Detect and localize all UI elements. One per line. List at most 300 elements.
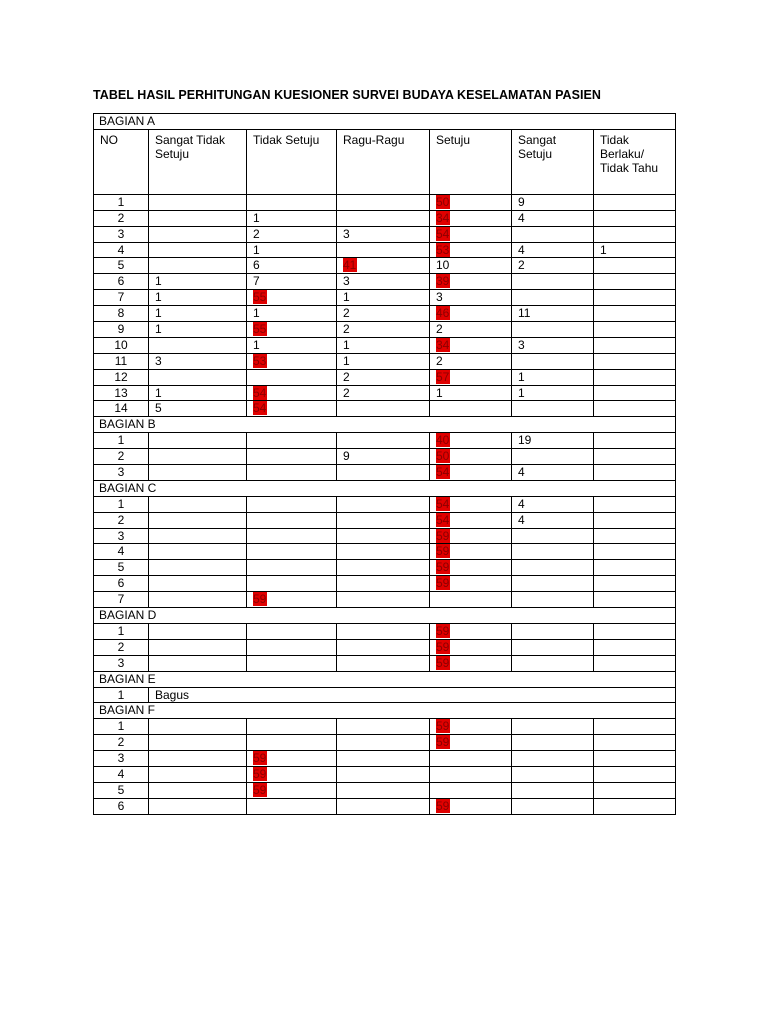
- cell-ragu-ragu: 1: [337, 290, 430, 306]
- table-row: [94, 290, 676, 306]
- cell-setuju: 2: [430, 322, 512, 338]
- table-row: [94, 274, 676, 290]
- cell-ragu-ragu: [337, 433, 430, 449]
- table-row: [94, 560, 676, 576]
- cell-sangat-tidak-setuju: 1: [149, 385, 247, 401]
- cell-sangat-tidak-setuju: [149, 735, 247, 751]
- table-row: [94, 766, 676, 782]
- cell-sangat-setuju: [512, 719, 594, 735]
- table-row: [94, 433, 676, 449]
- cell-tidak-berlaku: [594, 496, 676, 512]
- cell-sangat-setuju: [512, 655, 594, 671]
- cell-sangat-tidak-setuju: [149, 242, 247, 258]
- table-row: [94, 719, 676, 735]
- cell-setuju: [430, 401, 512, 417]
- cell-sangat-tidak-setuju: [149, 528, 247, 544]
- cell-tidak-setuju: [247, 385, 337, 401]
- header-tidak-setuju: Tidak Setuju: [247, 129, 337, 194]
- row-number: 1: [94, 194, 149, 210]
- highlighted-value: 41: [343, 258, 357, 273]
- cell-setuju: [430, 528, 512, 544]
- cell-tidak-setuju: [247, 369, 337, 385]
- cell-sangat-tidak-setuju: [149, 337, 247, 353]
- cell-tidak-berlaku: [594, 560, 676, 576]
- cell-tidak-berlaku: [594, 337, 676, 353]
- section-label: BAGIAN C: [94, 480, 676, 496]
- cell-setuju: [430, 210, 512, 226]
- cell-tidak-berlaku: [594, 401, 676, 417]
- cell-tidak-setuju: 1: [247, 210, 337, 226]
- cell-sangat-setuju: [512, 560, 594, 576]
- row-number: 11: [94, 353, 149, 369]
- cell-setuju: 3: [430, 290, 512, 306]
- table-row: [94, 401, 676, 417]
- cell-tidak-setuju: 7: [247, 274, 337, 290]
- highlighted-value: 59: [253, 751, 267, 766]
- row-number: 2: [94, 210, 149, 226]
- cell-sangat-setuju: [512, 623, 594, 639]
- cell-sangat-setuju: [512, 226, 594, 242]
- row-number: 3: [94, 528, 149, 544]
- cell-setuju: [430, 544, 512, 560]
- cell-ragu-ragu: [337, 544, 430, 560]
- cell-ragu-ragu: 1: [337, 337, 430, 353]
- cell-tidak-setuju: [247, 766, 337, 782]
- cell-tidak-berlaku: [594, 735, 676, 751]
- cell-sangat-tidak-setuju: [149, 496, 247, 512]
- cell-ragu-ragu: [337, 798, 430, 814]
- row-number: 3: [94, 465, 149, 481]
- cell-sangat-setuju: [512, 322, 594, 338]
- cell-tidak-setuju: [247, 623, 337, 639]
- cell-sangat-tidak-setuju: 3: [149, 353, 247, 369]
- highlighted-value: 34: [436, 337, 450, 352]
- cell-setuju: [430, 576, 512, 592]
- highlighted-value: 39: [436, 274, 450, 289]
- cell-setuju: [430, 449, 512, 465]
- cell-tidak-berlaku: [594, 766, 676, 782]
- cell-tidak-setuju: 1: [247, 306, 337, 322]
- cell-sangat-tidak-setuju: 1: [149, 290, 247, 306]
- document-title: TABEL HASIL PERHITUNGAN KUESIONER SURVEI BUDAYA KESELAMATAN PASIEN: [93, 88, 601, 102]
- cell-ragu-ragu: 2: [337, 306, 430, 322]
- cell-tidak-berlaku: [594, 210, 676, 226]
- table-row: [94, 322, 676, 338]
- cell-ragu-ragu: [337, 751, 430, 767]
- cell-setuju: [430, 639, 512, 655]
- cell-sangat-tidak-setuju: 5: [149, 401, 247, 417]
- cell-ragu-ragu: [337, 210, 430, 226]
- cell-tidak-setuju: 1: [247, 337, 337, 353]
- highlighted-value: 54: [253, 385, 267, 400]
- cell-tidak-berlaku: [594, 353, 676, 369]
- cell-ragu-ragu: [337, 528, 430, 544]
- cell-tidak-setuju: [247, 194, 337, 210]
- cell-ragu-ragu: [337, 560, 430, 576]
- cell-sangat-tidak-setuju: [149, 560, 247, 576]
- cell-setuju: [430, 496, 512, 512]
- cell-sangat-tidak-setuju: [149, 592, 247, 608]
- row-number: 4: [94, 544, 149, 560]
- highlighted-value: 53: [253, 353, 267, 368]
- row-number: 7: [94, 290, 149, 306]
- highlighted-value: 50: [436, 449, 450, 464]
- cell-ragu-ragu: [337, 639, 430, 655]
- cell-ragu-ragu: 2: [337, 369, 430, 385]
- row-number: 1: [94, 496, 149, 512]
- table-row: [94, 242, 676, 258]
- highlighted-value: 59: [436, 735, 450, 750]
- cell-tidak-berlaku: [594, 528, 676, 544]
- cell-sangat-setuju: [512, 766, 594, 782]
- cell-tidak-berlaku: [594, 322, 676, 338]
- table-row: [94, 798, 676, 814]
- section-header-row: [94, 417, 676, 433]
- cell-setuju: [430, 433, 512, 449]
- table-row: [94, 369, 676, 385]
- cell-sangat-tidak-setuju: [149, 623, 247, 639]
- cell-tidak-berlaku: [594, 226, 676, 242]
- header-no: NO: [94, 129, 149, 194]
- cell-tidak-setuju: 2: [247, 226, 337, 242]
- cell-sangat-setuju: 4: [512, 210, 594, 226]
- cell-ragu-ragu: [337, 401, 430, 417]
- cell-sangat-tidak-setuju: [149, 465, 247, 481]
- table-row: [94, 735, 676, 751]
- cell-tidak-setuju: [247, 798, 337, 814]
- table-row: [94, 210, 676, 226]
- highlighted-value: 57: [436, 369, 450, 384]
- table-row: [94, 512, 676, 528]
- cell-tidak-berlaku: [594, 369, 676, 385]
- cell-ragu-ragu: [337, 496, 430, 512]
- cell-ragu-ragu: [337, 576, 430, 592]
- cell-ragu-ragu: [337, 719, 430, 735]
- header-sangat-setuju: Sangat Setuju: [512, 129, 594, 194]
- cell-tidak-setuju: [247, 576, 337, 592]
- header-setuju: Setuju: [430, 129, 512, 194]
- row-number: 1: [94, 719, 149, 735]
- cell-setuju: [430, 798, 512, 814]
- row-number: 2: [94, 735, 149, 751]
- cell-sangat-setuju: 3: [512, 337, 594, 353]
- cell-sangat-setuju: [512, 576, 594, 592]
- cell-sangat-tidak-setuju: [149, 512, 247, 528]
- cell-sangat-setuju: 4: [512, 242, 594, 258]
- section-header-row: [94, 703, 676, 719]
- cell-sangat-setuju: [512, 449, 594, 465]
- cell-setuju: [430, 735, 512, 751]
- row-number: 13: [94, 385, 149, 401]
- cell-tidak-berlaku: [594, 194, 676, 210]
- cell-tidak-berlaku: 1: [594, 242, 676, 258]
- row-number: 1: [94, 433, 149, 449]
- cell-setuju: [430, 751, 512, 767]
- section-header-row: [94, 480, 676, 496]
- cell-ragu-ragu: 9: [337, 449, 430, 465]
- cell-sangat-tidak-setuju: [149, 433, 247, 449]
- cell-tidak-setuju: [247, 719, 337, 735]
- cell-setuju: [430, 369, 512, 385]
- cell-sangat-setuju: 4: [512, 512, 594, 528]
- table-row: [94, 592, 676, 608]
- cell-setuju: 1: [430, 385, 512, 401]
- highlighted-value: 59: [436, 576, 450, 591]
- cell-setuju: [430, 655, 512, 671]
- cell-setuju: [430, 274, 512, 290]
- row-number: 2: [94, 449, 149, 465]
- cell-ragu-ragu: 2: [337, 385, 430, 401]
- cell-sangat-setuju: 19: [512, 433, 594, 449]
- cell-tidak-setuju: [247, 465, 337, 481]
- cell-sangat-setuju: [512, 751, 594, 767]
- cell-tidak-berlaku: [594, 465, 676, 481]
- cell-sangat-setuju: [512, 735, 594, 751]
- cell-ragu-ragu: [337, 766, 430, 782]
- row-number: 6: [94, 798, 149, 814]
- table-row: [94, 385, 676, 401]
- row-number: 3: [94, 226, 149, 242]
- highlighted-value: 59: [436, 560, 450, 575]
- cell-tidak-setuju: [247, 353, 337, 369]
- cell-tidak-berlaku: [594, 576, 676, 592]
- row-number: 6: [94, 576, 149, 592]
- section-label: BAGIAN F: [94, 703, 676, 719]
- section-label: BAGIAN B: [94, 417, 676, 433]
- cell-tidak-berlaku: [594, 544, 676, 560]
- cell-tidak-berlaku: [594, 751, 676, 767]
- highlighted-value: 54: [436, 226, 450, 241]
- row-number: 5: [94, 258, 149, 274]
- highlighted-value: 55: [253, 322, 267, 337]
- cell-tidak-setuju: [247, 322, 337, 338]
- cell-tidak-setuju: [247, 496, 337, 512]
- cell-sangat-setuju: 2: [512, 258, 594, 274]
- highlighted-value: 54: [436, 512, 450, 527]
- table-row: [94, 687, 676, 703]
- row-number: 5: [94, 560, 149, 576]
- table-row: [94, 544, 676, 560]
- row-number: 4: [94, 242, 149, 258]
- cell-setuju: [430, 306, 512, 322]
- cell-tidak-setuju: [247, 433, 337, 449]
- cell-tidak-setuju: [247, 655, 337, 671]
- cell-sangat-tidak-setuju: [149, 210, 247, 226]
- cell-setuju: [430, 623, 512, 639]
- section-header-row: [94, 671, 676, 687]
- cell-tidak-setuju: [247, 639, 337, 655]
- row-number: 6: [94, 274, 149, 290]
- cell-setuju: [430, 242, 512, 258]
- cell-setuju: [430, 226, 512, 242]
- cell-sangat-tidak-setuju: [149, 766, 247, 782]
- table-row: [94, 623, 676, 639]
- cell-sangat-tidak-setuju: 1: [149, 306, 247, 322]
- row-number: 10: [94, 337, 149, 353]
- cell-setuju: [430, 194, 512, 210]
- header-sangat-tidak-setuju: Sangat Tidak Setuju: [149, 129, 247, 194]
- cell-sangat-setuju: 4: [512, 496, 594, 512]
- cell-tidak-berlaku: [594, 639, 676, 655]
- table-row: [94, 751, 676, 767]
- cell-tidak-berlaku: [594, 258, 676, 274]
- cell-sangat-setuju: [512, 528, 594, 544]
- highlighted-value: 53: [436, 242, 450, 257]
- cell-setuju: 2: [430, 353, 512, 369]
- cell-ragu-ragu: [337, 592, 430, 608]
- section-header-row: [94, 608, 676, 624]
- cell-tidak-berlaku: [594, 512, 676, 528]
- table-row: [94, 576, 676, 592]
- row-number: 3: [94, 655, 149, 671]
- cell-sangat-tidak-setuju: [149, 226, 247, 242]
- cell-setuju: [430, 337, 512, 353]
- cell-tidak-berlaku: [594, 719, 676, 735]
- cell-tidak-setuju: [247, 401, 337, 417]
- cell-setuju: [430, 560, 512, 576]
- highlighted-value: 34: [436, 210, 450, 225]
- table-row: [94, 337, 676, 353]
- cell-sangat-setuju: [512, 592, 594, 608]
- cell-sangat-tidak-setuju: [149, 782, 247, 798]
- highlighted-value: 59: [436, 528, 450, 543]
- cell-tidak-setuju: [247, 560, 337, 576]
- table-row: [94, 353, 676, 369]
- section-label: BAGIAN E: [94, 671, 676, 687]
- section-label: BAGIAN A: [94, 114, 676, 130]
- cell-setuju: [430, 512, 512, 528]
- section-label: BAGIAN D: [94, 608, 676, 624]
- cell-setuju: [430, 465, 512, 481]
- highlighted-value: 59: [253, 782, 267, 797]
- cell-ragu-ragu: [337, 194, 430, 210]
- cell-tidak-berlaku: [594, 290, 676, 306]
- highlighted-value: 59: [436, 623, 450, 638]
- highlighted-value: 59: [436, 544, 450, 559]
- table-row: [94, 226, 676, 242]
- cell-tidak-berlaku: [594, 623, 676, 639]
- header-ragu-ragu: Ragu-Ragu: [337, 129, 430, 194]
- highlighted-value: 40: [436, 433, 450, 448]
- cell-tidak-setuju: [247, 512, 337, 528]
- cell-sangat-tidak-setuju: [149, 544, 247, 560]
- row-number: 8: [94, 306, 149, 322]
- row-number: 3: [94, 751, 149, 767]
- table-row: [94, 465, 676, 481]
- cell-sangat-setuju: [512, 290, 594, 306]
- table-row: [94, 655, 676, 671]
- table-row: [94, 528, 676, 544]
- table-row: [94, 496, 676, 512]
- cell-tidak-setuju: [247, 751, 337, 767]
- row-number: 7: [94, 592, 149, 608]
- row-number: 14: [94, 401, 149, 417]
- merged-answer-cell: Bagus: [149, 687, 676, 703]
- cell-sangat-setuju: 11: [512, 306, 594, 322]
- cell-sangat-tidak-setuju: [149, 449, 247, 465]
- highlighted-value: 46: [436, 306, 450, 321]
- highlighted-value: 54: [436, 465, 450, 480]
- row-number: 4: [94, 766, 149, 782]
- cell-tidak-setuju: [247, 528, 337, 544]
- cell-sangat-tidak-setuju: [149, 719, 247, 735]
- cell-ragu-ragu: [337, 782, 430, 798]
- cell-tidak-berlaku: [594, 433, 676, 449]
- highlighted-value: 59: [436, 719, 450, 734]
- cell-sangat-setuju: [512, 639, 594, 655]
- cell-tidak-setuju: [247, 290, 337, 306]
- cell-sangat-tidak-setuju: [149, 751, 247, 767]
- cell-setuju: [430, 719, 512, 735]
- cell-tidak-berlaku: [594, 592, 676, 608]
- cell-sangat-setuju: [512, 353, 594, 369]
- cell-sangat-setuju: 9: [512, 194, 594, 210]
- cell-sangat-tidak-setuju: [149, 639, 247, 655]
- cell-tidak-setuju: 6: [247, 258, 337, 274]
- cell-tidak-berlaku: [594, 782, 676, 798]
- cell-sangat-tidak-setuju: [149, 194, 247, 210]
- row-number: 12: [94, 369, 149, 385]
- cell-sangat-tidak-setuju: [149, 655, 247, 671]
- table-row: [94, 639, 676, 655]
- cell-setuju: [430, 592, 512, 608]
- cell-tidak-berlaku: [594, 655, 676, 671]
- cell-sangat-setuju: [512, 544, 594, 560]
- cell-sangat-setuju: [512, 274, 594, 290]
- cell-sangat-tidak-setuju: [149, 576, 247, 592]
- cell-sangat-setuju: [512, 401, 594, 417]
- cell-setuju: 10: [430, 258, 512, 274]
- cell-setuju: [430, 766, 512, 782]
- cell-ragu-ragu: 3: [337, 274, 430, 290]
- cell-tidak-setuju: [247, 735, 337, 751]
- table-row: [94, 194, 676, 210]
- highlighted-value: 59: [253, 592, 267, 607]
- cell-sangat-setuju: 1: [512, 369, 594, 385]
- highlighted-value: 54: [436, 496, 450, 511]
- cell-tidak-berlaku: [594, 798, 676, 814]
- table-row: [94, 258, 676, 274]
- table-row: [94, 449, 676, 465]
- cell-ragu-ragu: [337, 512, 430, 528]
- cell-tidak-berlaku: [594, 449, 676, 465]
- cell-tidak-setuju: [247, 449, 337, 465]
- row-number: 1: [94, 623, 149, 639]
- table-row: [94, 782, 676, 798]
- cell-ragu-ragu: [337, 465, 430, 481]
- highlighted-value: 59: [436, 639, 450, 654]
- cell-ragu-ragu: [337, 242, 430, 258]
- cell-setuju: [430, 782, 512, 798]
- column-header-row: [94, 129, 676, 194]
- cell-tidak-setuju: [247, 592, 337, 608]
- row-number: 2: [94, 639, 149, 655]
- row-number: 1: [94, 687, 149, 703]
- highlighted-value: 59: [253, 766, 267, 781]
- cell-sangat-tidak-setuju: [149, 258, 247, 274]
- cell-sangat-tidak-setuju: [149, 369, 247, 385]
- cell-tidak-setuju: [247, 544, 337, 560]
- highlighted-value: 59: [436, 798, 450, 813]
- table-row: [94, 306, 676, 322]
- cell-ragu-ragu: [337, 655, 430, 671]
- row-number: 2: [94, 512, 149, 528]
- cell-tidak-berlaku: [594, 385, 676, 401]
- cell-sangat-setuju: 1: [512, 385, 594, 401]
- cell-sangat-tidak-setuju: [149, 798, 247, 814]
- cell-ragu-ragu: 2: [337, 322, 430, 338]
- cell-ragu-ragu: [337, 623, 430, 639]
